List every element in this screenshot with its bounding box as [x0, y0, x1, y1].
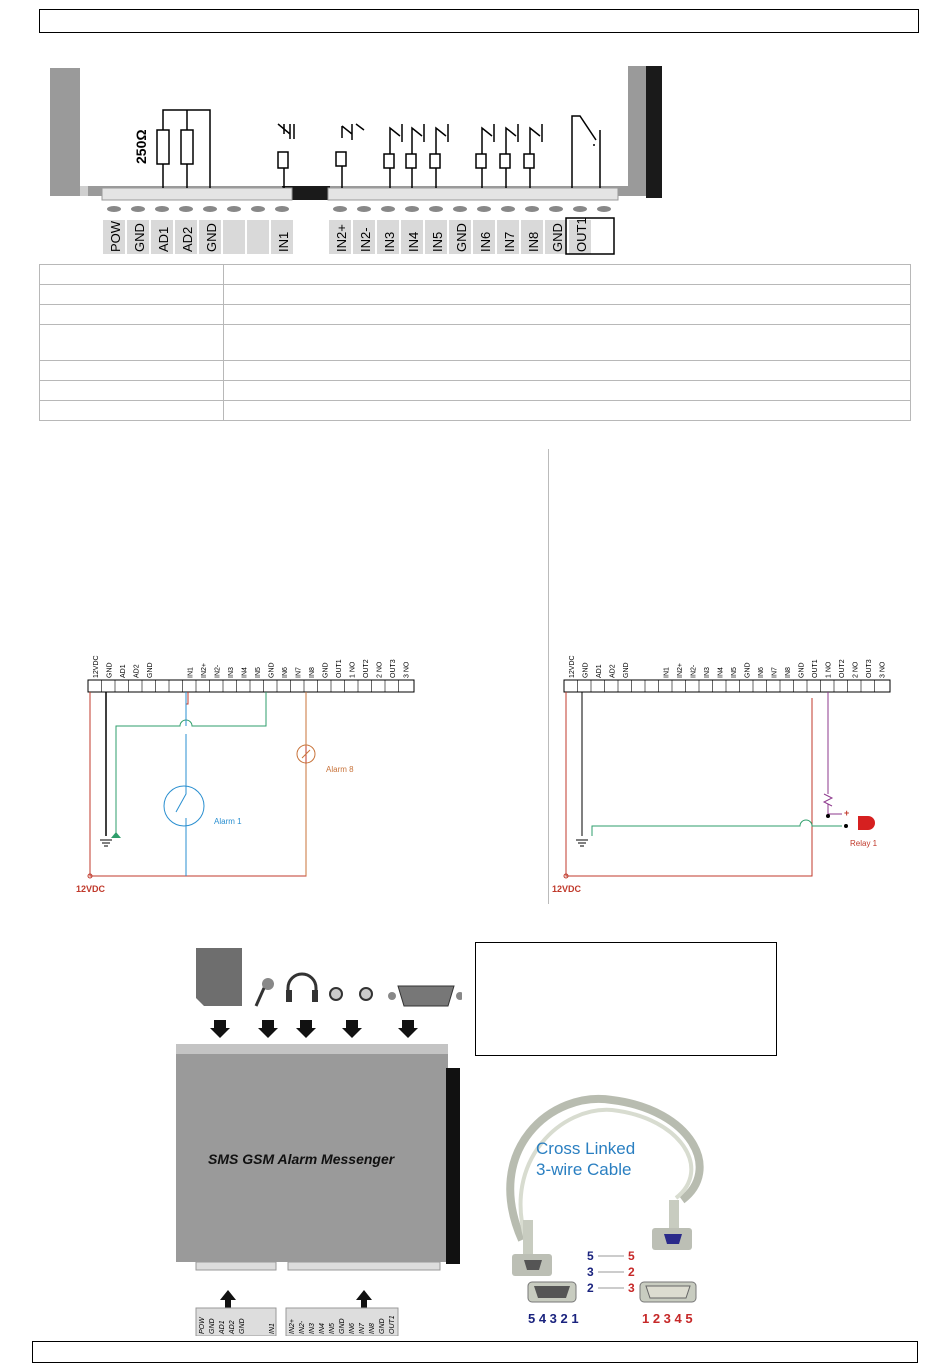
- page-footer-box: [32, 1341, 918, 1363]
- terminal-label: AD2: [180, 226, 195, 252]
- wiring-diagram-inputs: [76, 654, 436, 898]
- terminal-label: IN2+: [334, 224, 349, 252]
- led2-icon: [360, 988, 372, 1000]
- wiring-terminal-label: AD2: [609, 664, 617, 678]
- wiring-terminal-label: OUT1: [811, 659, 819, 678]
- supply-label-left: 12VDC: [76, 884, 106, 894]
- wiring-terminal-label: IN2-: [690, 664, 698, 678]
- spec-row: [40, 285, 911, 305]
- wiring-terminal-label: GND: [798, 662, 806, 678]
- wiring-terminal-label: 1 NO: [349, 661, 357, 678]
- wiring-terminal-label: IN1: [187, 667, 195, 678]
- terminal-label: IN2-: [358, 227, 373, 252]
- spec-value: [224, 305, 911, 325]
- wiring-terminal-label: GND: [744, 662, 752, 678]
- map-left-3: 2: [587, 1281, 594, 1295]
- column-divider: [548, 449, 549, 904]
- terminal-label: GND: [550, 223, 565, 252]
- spec-table: [39, 264, 911, 421]
- wiring-terminal-label: IN2+: [676, 663, 684, 678]
- note-box: [475, 942, 777, 1056]
- device-terminal-label: GND: [379, 1318, 386, 1334]
- device-terminal-label: IN1: [269, 1323, 276, 1334]
- terminal-label: GND: [454, 223, 469, 252]
- map-left-2: 3: [587, 1265, 594, 1279]
- wiring-terminal-label: OUT3: [389, 659, 397, 678]
- led1-icon: [330, 988, 342, 1000]
- device-terminal-label: IN8: [369, 1323, 376, 1334]
- spec-value: [224, 361, 911, 381]
- spec-row: [40, 361, 911, 381]
- device-title: SMS GSM Alarm Messenger: [208, 1151, 395, 1167]
- map-right-3: 3: [628, 1281, 635, 1295]
- spec-label: [40, 265, 224, 285]
- spec-label: [40, 401, 224, 421]
- wiring-terminal-label: OUT2: [838, 659, 846, 678]
- device-terminal-label: IN4: [319, 1323, 326, 1334]
- wiring-terminal-label: IN5: [254, 667, 262, 678]
- spec-row: [40, 381, 911, 401]
- spec-label: [40, 305, 224, 325]
- terminal-label: GND: [132, 223, 147, 252]
- cable-illustration: [492, 1090, 732, 1330]
- relay1-label: Relay 1: [850, 839, 878, 848]
- map-left-1: 5: [587, 1249, 594, 1263]
- wiring-terminal-label: OUT3: [865, 659, 873, 678]
- device-terminal-label: AD2: [229, 1320, 236, 1334]
- device-terminal-label: IN6: [349, 1323, 356, 1334]
- terminal-label: IN7: [502, 231, 517, 252]
- wiring-terminal-label: IN2+: [200, 663, 208, 678]
- wiring-terminal-label: IN6: [281, 667, 289, 678]
- wiring-terminal-label: IN1: [663, 667, 671, 678]
- spec-label: [40, 285, 224, 305]
- wiring-terminal-label: IN2-: [214, 664, 222, 678]
- cable-title-line2: 3-wire Cable: [536, 1160, 632, 1179]
- spec-label: [40, 381, 224, 401]
- terminal-label: IN1: [276, 231, 291, 252]
- wiring-terminal-label: IN8: [308, 667, 316, 678]
- alarm1-label: Alarm 1: [214, 817, 242, 826]
- wiring-terminal-label: AD1: [595, 664, 603, 678]
- terminal-label: OUT1: [574, 217, 589, 252]
- device-terminal-label: IN7: [359, 1323, 366, 1334]
- cable-title-line1: Cross Linked: [536, 1139, 636, 1158]
- wiring-terminal-label: OUT1: [335, 659, 343, 678]
- spec-row: [40, 265, 911, 285]
- wiring-terminal-label: IN3: [227, 667, 235, 678]
- pins-left: 5 4 3 2 1: [528, 1311, 579, 1326]
- wiring-terminal-label: IN4: [241, 667, 249, 678]
- microphone-icon: [256, 978, 274, 1006]
- wiring-terminal-label: IN8: [784, 667, 792, 678]
- spec-value: [224, 381, 911, 401]
- wiring-terminal-label: GND: [268, 662, 276, 678]
- spec-row: [40, 401, 911, 421]
- device-terminal-label: IN5: [329, 1323, 336, 1334]
- wiring-terminal-label: AD1: [119, 664, 127, 678]
- spec-row: [40, 305, 911, 325]
- device-terminal-label: POW: [199, 1317, 206, 1334]
- device-terminal-label: AD1: [219, 1320, 226, 1334]
- wiring-terminal-label: IN6: [757, 667, 765, 678]
- headphones-icon: [288, 974, 316, 1000]
- wiring-terminal-label: 3 NO: [879, 661, 887, 678]
- wiring-terminal-label: IN7: [295, 667, 303, 678]
- wiring-terminal-label: IN4: [717, 667, 725, 678]
- wiring-terminal-label: 12VDC: [568, 655, 576, 678]
- wiring-terminal-label: GND: [106, 662, 114, 678]
- wiring-terminal-label: GND: [582, 662, 590, 678]
- wiring-terminal-label: IN5: [730, 667, 738, 678]
- terminal-label: IN6: [478, 231, 493, 252]
- wiring-terminal-label: AD2: [133, 664, 141, 678]
- terminal-block-figure: [50, 64, 665, 260]
- device-illustration: [176, 944, 462, 1336]
- spec-value: [224, 285, 911, 305]
- spec-label: [40, 325, 224, 361]
- wiring-terminal-label: IN7: [771, 667, 779, 678]
- terminal-label: POW: [108, 220, 123, 252]
- resistor-label: 250Ω: [133, 129, 149, 164]
- wiring-terminal-label: 3 NO: [403, 661, 411, 678]
- supply-label-right: 12VDC: [552, 884, 582, 894]
- map-right-2: 2: [628, 1265, 635, 1279]
- db9-connector-icon: [388, 986, 462, 1006]
- wiring-terminal-label: GND: [322, 662, 330, 678]
- wiring-terminal-label: 2 NO: [376, 661, 384, 678]
- terminal-label: AD1: [156, 226, 171, 252]
- wiring-terminal-label: 2 NO: [852, 661, 860, 678]
- wiring-terminal-label: OUT2: [362, 659, 370, 678]
- map-right-1: 5: [628, 1249, 635, 1263]
- wiring-terminal-label: 1 NO: [825, 661, 833, 678]
- device-terminal-label: GND: [339, 1318, 346, 1334]
- wiring-terminal-label: GND: [622, 662, 630, 678]
- spec-row: [40, 325, 911, 361]
- spec-value: [224, 325, 911, 361]
- spec-value: [224, 265, 911, 285]
- spec-label: [40, 361, 224, 381]
- pins-right: 1 2 3 4 5: [642, 1311, 693, 1326]
- device-terminal-label: GND: [209, 1318, 216, 1334]
- relay-plus-label: +: [844, 808, 850, 818]
- terminal-label: GND: [204, 223, 219, 252]
- wiring-terminal-label: 12VDC: [92, 655, 100, 678]
- device-terminal-label: IN2+: [289, 1319, 296, 1334]
- device-terminal-label: OUT1: [389, 1315, 396, 1334]
- terminal-label: IN5: [430, 231, 445, 252]
- spec-value: [224, 401, 911, 421]
- sim-card-icon: [196, 948, 242, 1006]
- terminal-label: IN4: [406, 231, 421, 252]
- alarm8-label: Alarm 8: [326, 765, 354, 774]
- page-header-box: [39, 9, 919, 33]
- device-terminal-label: IN3: [309, 1323, 316, 1334]
- wiring-terminal-label: GND: [146, 662, 154, 678]
- device-terminal-label: GND: [239, 1318, 246, 1334]
- device-terminal-label: IN2-: [299, 1320, 306, 1334]
- terminal-label: IN8: [526, 231, 541, 252]
- terminal-label: IN3: [382, 231, 397, 252]
- wiring-diagram-outputs: [552, 654, 892, 898]
- wiring-terminal-label: IN3: [703, 667, 711, 678]
